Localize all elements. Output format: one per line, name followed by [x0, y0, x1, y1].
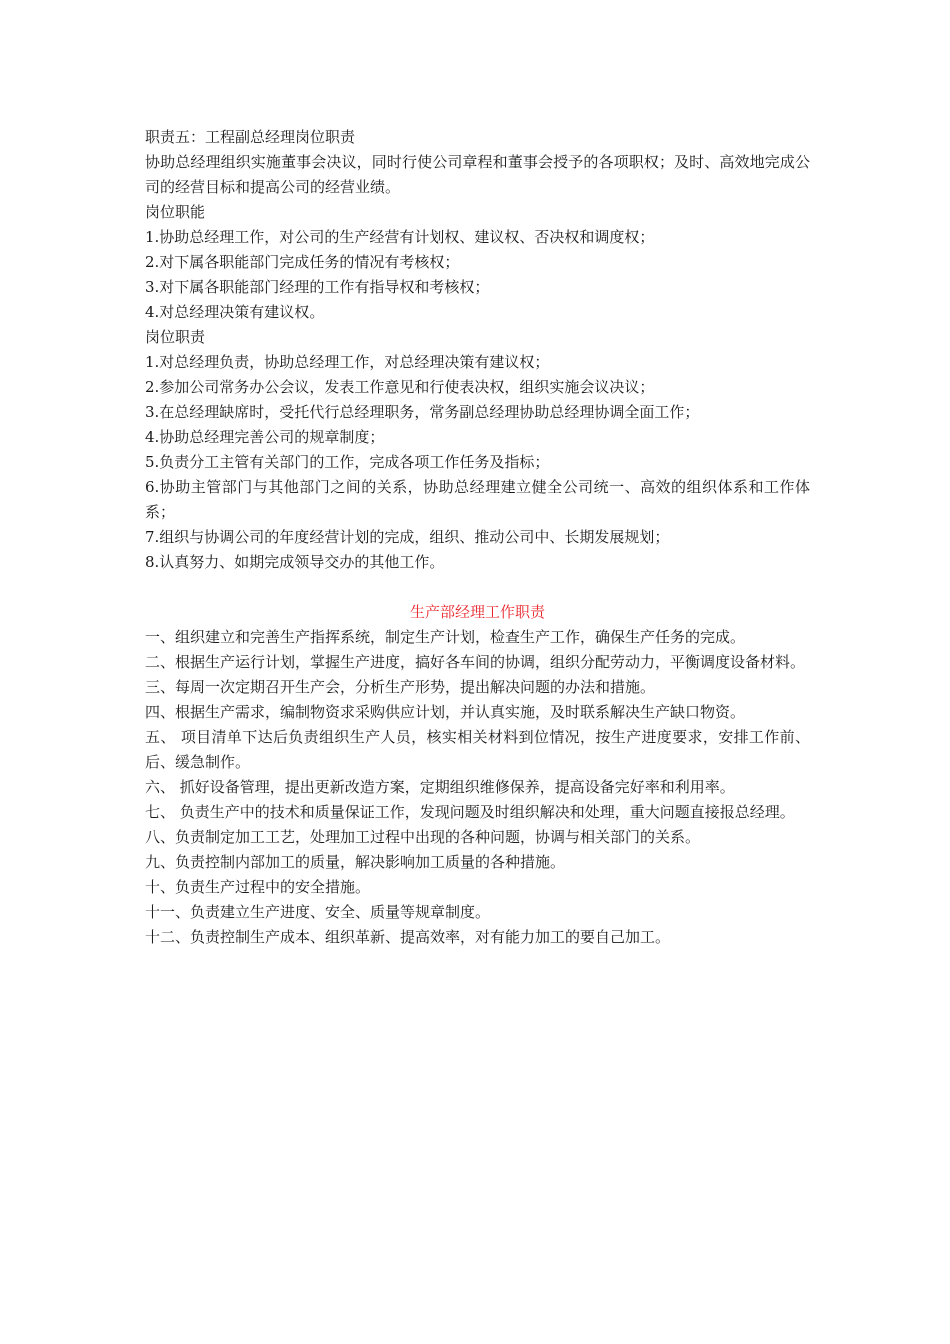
production-item: 一、组织建立和完善生产指挥系统，制定生产计划，检查生产工作，确保生产任务的完成。 [145, 628, 746, 646]
production-item: 五、 项目清单下达后负责组织生产人员，核实相关材料到位情况，按生产进度要求，安排工作前、后、缓急制作。 [145, 728, 810, 771]
production-item: 九、负责控制内部加工的质量，解决影响加工质量的各种措施。 [145, 853, 566, 871]
duty-item: 3.在总经理缺席时，受托代行总经理职务，常务副总经理协助总经理协调全面工作； [145, 403, 700, 421]
production-item: 四、根据生产需求，编制物资求采购供应计划，并认真实施，及时联系解决生产缺口物资。 [145, 703, 746, 721]
production-item: 八、负责制定加工工艺，处理加工过程中出现的各种问题，协调与相关部门的关系。 [145, 828, 701, 846]
duty-item: 1.对总经理负责，协助总经理工作，对总经理决策有建议权； [145, 353, 550, 371]
document-page [145, 125, 810, 950]
production-item: 二、根据生产运行计划，掌握生产进度，搞好各车间的协调，组织分配劳动力，平衡调度设备材料。 [145, 653, 806, 671]
function-item: 1.协助总经理工作，对公司的生产经营有计划权、建议权、否决权和调度权； [145, 228, 655, 246]
section1-intro: 协助总经理组织实施董事会决议，同时行使公司章程和董事会授予的各项职权；及时、高效地完成公司的经营目标和提高公司的经营业绩。 [145, 153, 810, 196]
duty-item: 8.认真努力、如期完成领导交办的其他工作。 [145, 553, 445, 571]
production-item: 六、 抓好设备管理，提出更新改造方案，定期组织维修保养，提高设备完好率和利用率。 [145, 778, 735, 796]
function-item: 2.对下属各职能部门完成任务的情况有考核权； [145, 253, 460, 271]
function-item: 4.对总经理决策有建议权。 [145, 303, 325, 321]
section2-title: 生产部经理工作职责 [409, 603, 545, 621]
function-item: 3.对下属各职能部门经理的工作有指导权和考核权； [145, 278, 490, 296]
duty-item: 5.负责分工主管有关部门的工作，完成各项工作任务及指标； [145, 453, 550, 471]
duties-heading: 岗位职责 [145, 328, 206, 346]
production-item: 七、 负责生产中的技术和质量保证工作，发现问题及时组织解决和处理，重大问题直接报总经理。 [145, 803, 795, 821]
duty-item: 2.参加公司常务办公会议，发表工作意见和行使表决权，组织实施会议决议； [145, 378, 655, 396]
production-item: 十二、负责控制生产成本、组织革新、提高效率，对有能力加工的要自己加工。 [145, 928, 671, 946]
duty-item: 7.组织与协调公司的年度经营计划的完成，组织、推动公司中、长期发展规划； [145, 528, 670, 546]
production-item: 十一、负责建立生产进度、安全、质量等规章制度。 [145, 903, 491, 921]
production-item: 十、负责生产过程中的安全措施。 [145, 878, 371, 896]
production-item: 三、每周一次定期召开生产会，分析生产形势，提出解决问题的办法和措施。 [145, 678, 656, 696]
section1-title: 职责五：工程副总经理岗位职责 [145, 128, 356, 146]
duty-item: 4.协助总经理完善公司的规章制度； [145, 428, 385, 446]
duty-item: 6.协助主管部门与其他部门之间的关系，协助总经理建立健全公司统一、高效的组织体系和工作体系； [145, 478, 810, 521]
blank-line [145, 575, 810, 600]
functions-heading: 岗位职能 [145, 203, 206, 221]
